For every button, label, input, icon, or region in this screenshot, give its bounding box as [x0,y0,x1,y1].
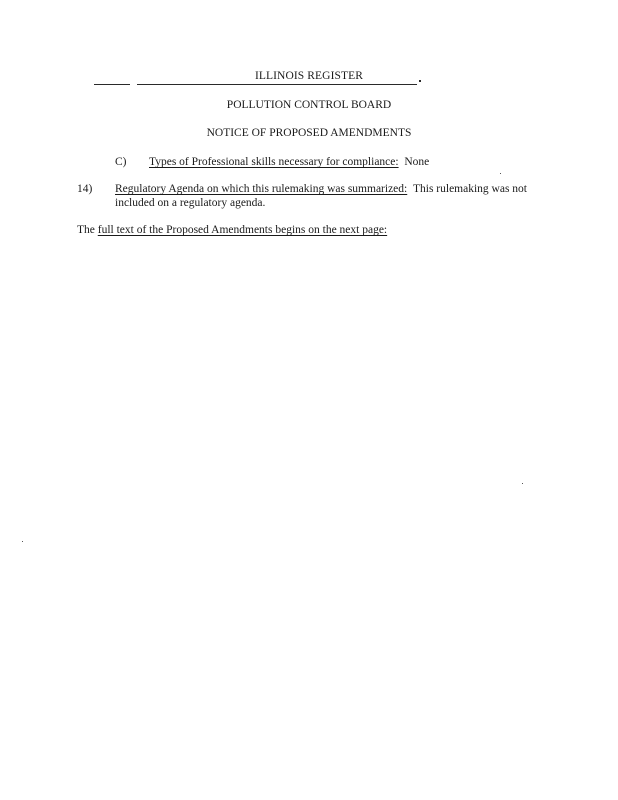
item-14-marker: 14) [77,183,93,195]
header-rule-left [94,84,130,85]
item-c-row [149,156,429,168]
item-c-label: Types of Professional skills necessary for compliance: [149,156,399,168]
agency-name: POLLUTION CONTROL BOARD [226,99,392,111]
scan-speck [22,541,23,542]
closing-sentence [77,224,387,236]
item-14-label: Regulatory Agenda on which this rulemaking was summarized: [115,183,408,195]
item-c-marker: C) [115,156,127,168]
register-title: ILLINOIS REGISTER [254,70,364,82]
item-c-value: None [404,156,430,168]
item-14-text: This rulemaking was not [412,183,528,195]
notice-heading: NOTICE OF PROPOSED AMENDMENTS [206,127,412,139]
scan-speck [522,483,523,484]
item-14-text-cont: included on a regulatory agenda. [115,197,266,209]
item-14-row [115,183,527,195]
closing-prefix: The [77,224,95,236]
closing-underlined: full text of the Proposed Amendments begins on the next page: [97,224,388,236]
scan-speck [500,173,501,174]
header-rule [137,84,417,85]
